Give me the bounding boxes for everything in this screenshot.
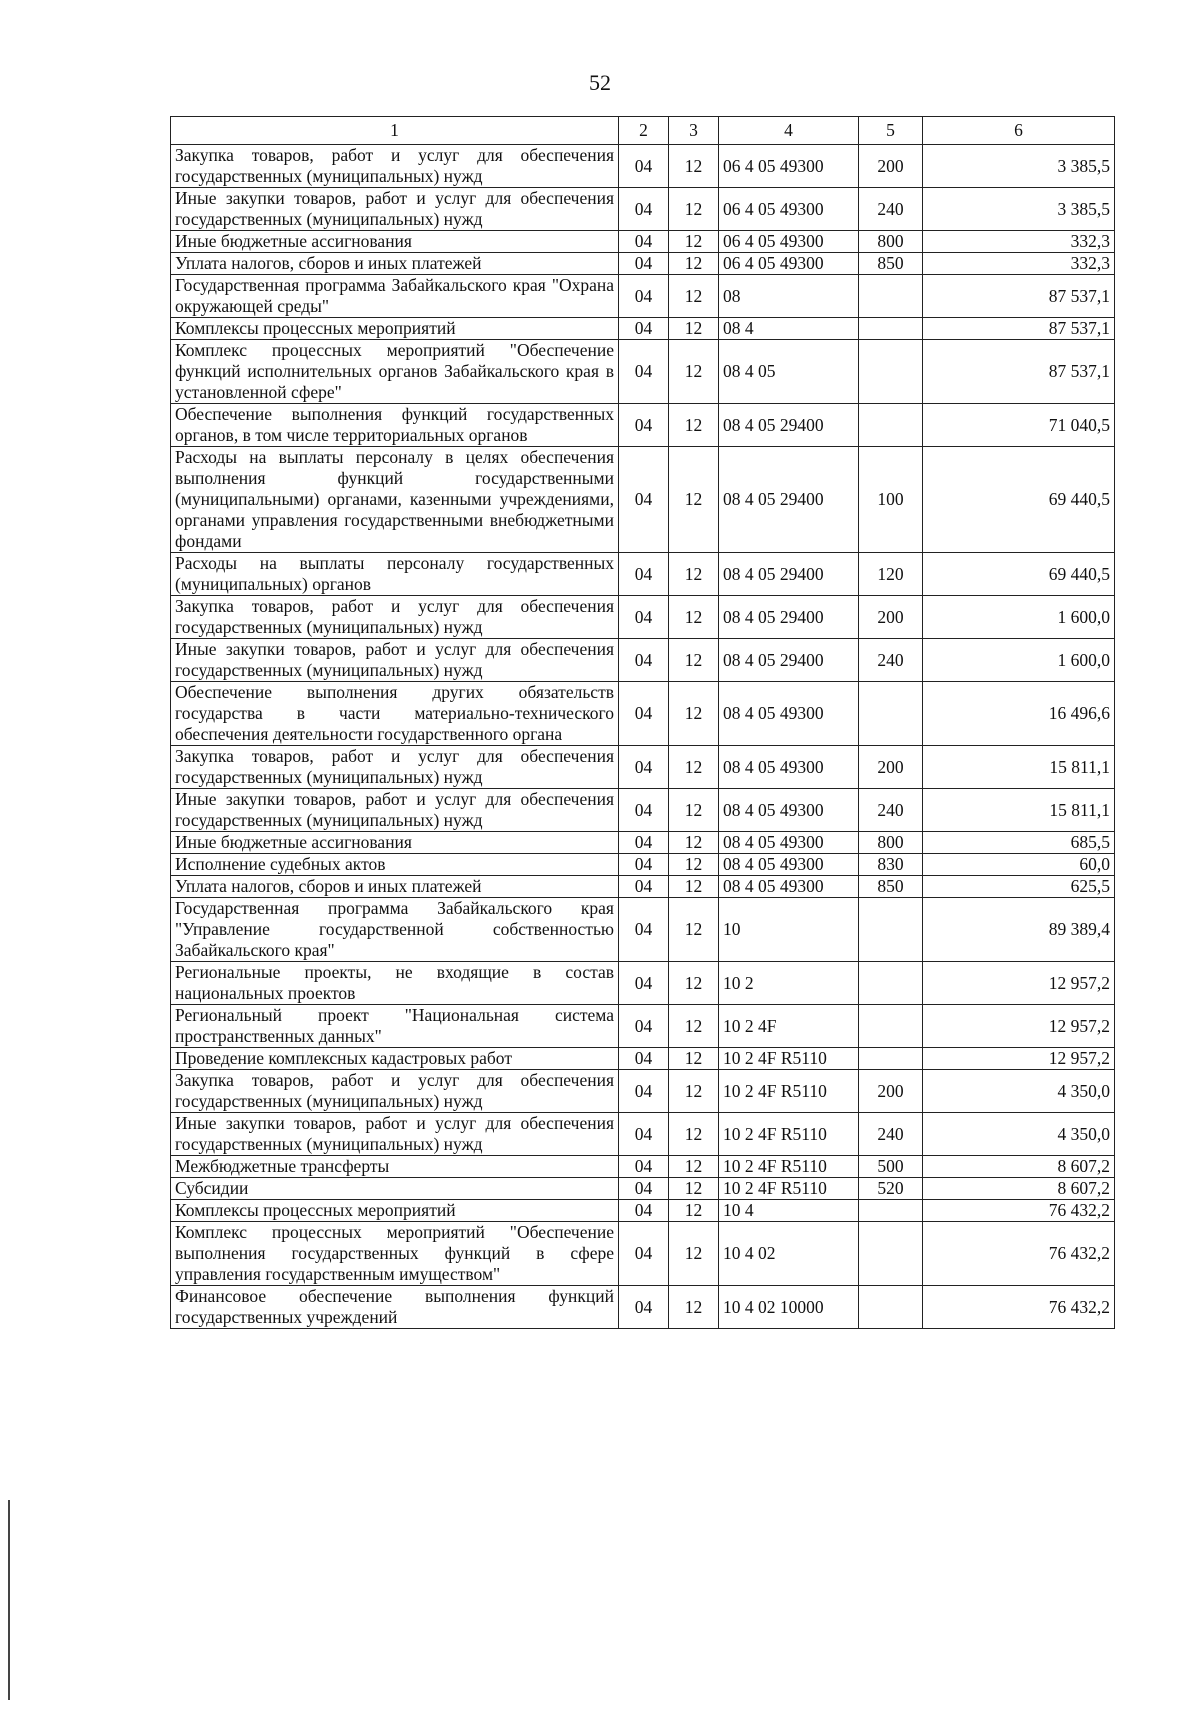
row-name-cell: Комплекс процессных мероприятий "Обеспечение выполнения государственных функций в сфере управления государственным имуществом" <box>171 1222 619 1286</box>
row-section-cell: 04 <box>619 1113 669 1156</box>
header-col-1: 1 <box>171 117 619 145</box>
row-name-cell: Межбюджетные трансферты <box>171 1156 619 1178</box>
row-target-article-cell: 10 4 02 <box>719 1222 859 1286</box>
row-target-article-cell: 08 <box>719 275 859 318</box>
row-amount-cell: 4 350,0 <box>923 1113 1115 1156</box>
row-section-cell: 04 <box>619 1286 669 1329</box>
table-row <box>171 1200 1115 1222</box>
row-target-article-cell: 10 2 4F R5110 <box>719 1156 859 1178</box>
row-section-cell: 04 <box>619 596 669 639</box>
row-expense-type-cell: 200 <box>859 145 923 188</box>
row-section-cell: 04 <box>619 447 669 553</box>
row-subsection-cell: 12 <box>669 1286 719 1329</box>
table-row <box>171 275 1115 318</box>
row-target-article-cell: 10 4 02 10000 <box>719 1286 859 1329</box>
row-name-cell: Иные закупки товаров, работ и услуг для обеспечения государственных (муниципальных) нужд <box>171 789 619 832</box>
table-row <box>171 746 1115 789</box>
row-name-cell: Государственная программа Забайкальского края "Охрана окружающей среды" <box>171 275 619 318</box>
row-target-article-cell: 06 4 05 49300 <box>719 188 859 231</box>
budget-table <box>170 116 1115 1329</box>
row-expense-type-cell <box>859 340 923 404</box>
row-expense-type-cell: 100 <box>859 447 923 553</box>
row-expense-type-cell <box>859 1286 923 1329</box>
row-name-cell: Иные закупки товаров, работ и услуг для обеспечения государственных (муниципальных) нужд <box>171 639 619 682</box>
row-section-cell: 04 <box>619 1222 669 1286</box>
row-target-article-cell: 08 4 05 29400 <box>719 639 859 682</box>
row-name-cell: Комплексы процессных мероприятий <box>171 1200 619 1222</box>
table-row <box>171 1005 1115 1048</box>
table-row <box>171 639 1115 682</box>
row-subsection-cell: 12 <box>669 447 719 553</box>
row-section-cell: 04 <box>619 854 669 876</box>
table-row <box>171 596 1115 639</box>
row-target-article-cell: 08 4 05 29400 <box>719 553 859 596</box>
row-name-cell: Исполнение судебных актов <box>171 854 619 876</box>
row-amount-cell: 12 957,2 <box>923 962 1115 1005</box>
row-name-cell: Закупка товаров, работ и услуг для обеспечения государственных (муниципальных) нужд <box>171 1070 619 1113</box>
row-subsection-cell: 12 <box>669 1200 719 1222</box>
row-amount-cell: 332,3 <box>923 231 1115 253</box>
table-row <box>171 447 1115 553</box>
row-amount-cell: 76 432,2 <box>923 1222 1115 1286</box>
table-row <box>171 789 1115 832</box>
row-target-article-cell: 08 4 05 49300 <box>719 746 859 789</box>
row-section-cell: 04 <box>619 898 669 962</box>
table-row <box>171 553 1115 596</box>
row-expense-type-cell <box>859 1200 923 1222</box>
row-amount-cell: 87 537,1 <box>923 318 1115 340</box>
row-subsection-cell: 12 <box>669 596 719 639</box>
row-subsection-cell: 12 <box>669 876 719 898</box>
row-subsection-cell: 12 <box>669 1178 719 1200</box>
row-subsection-cell: 12 <box>669 145 719 188</box>
row-target-article-cell: 10 <box>719 898 859 962</box>
row-subsection-cell: 12 <box>669 1113 719 1156</box>
row-expense-type-cell: 500 <box>859 1156 923 1178</box>
row-section-cell: 04 <box>619 682 669 746</box>
row-name-cell: Региональные проекты, не входящие в состав национальных проектов <box>171 962 619 1005</box>
row-name-cell: Финансовое обеспечение выполнения функций государственных учреждений <box>171 1286 619 1329</box>
row-name-cell: Уплата налогов, сборов и иных платежей <box>171 253 619 275</box>
row-amount-cell: 685,5 <box>923 832 1115 854</box>
row-section-cell: 04 <box>619 275 669 318</box>
row-name-cell: Проведение комплексных кадастровых работ <box>171 1048 619 1070</box>
header-col-6: 6 <box>923 117 1115 145</box>
row-expense-type-cell <box>859 275 923 318</box>
header-col-2: 2 <box>619 117 669 145</box>
row-section-cell: 04 <box>619 746 669 789</box>
row-target-article-cell: 10 2 4F R5110 <box>719 1178 859 1200</box>
row-expense-type-cell: 240 <box>859 188 923 231</box>
row-name-cell: Обеспечение выполнения других обязательств государства в части материально-технического обеспечения деятельности государственного органа <box>171 682 619 746</box>
row-section-cell: 04 <box>619 253 669 275</box>
row-amount-cell: 4 350,0 <box>923 1070 1115 1113</box>
row-name-cell: Комплексы процессных мероприятий <box>171 318 619 340</box>
row-section-cell: 04 <box>619 404 669 447</box>
row-target-article-cell: 08 4 05 49300 <box>719 854 859 876</box>
row-amount-cell: 89 389,4 <box>923 898 1115 962</box>
table-row <box>171 145 1115 188</box>
row-amount-cell: 12 957,2 <box>923 1005 1115 1048</box>
row-amount-cell: 332,3 <box>923 253 1115 275</box>
table-row <box>171 231 1115 253</box>
row-target-article-cell: 08 4 <box>719 318 859 340</box>
header-col-4: 4 <box>719 117 859 145</box>
row-target-article-cell: 06 4 05 49300 <box>719 231 859 253</box>
row-subsection-cell: 12 <box>669 188 719 231</box>
row-name-cell: Обеспечение выполнения функций государственных органов, в том числе территориальных органов <box>171 404 619 447</box>
row-target-article-cell: 08 4 05 49300 <box>719 789 859 832</box>
row-expense-type-cell <box>859 404 923 447</box>
row-amount-cell: 15 811,1 <box>923 746 1115 789</box>
row-name-cell: Иные бюджетные ассигнования <box>171 832 619 854</box>
row-section-cell: 04 <box>619 318 669 340</box>
row-amount-cell: 76 432,2 <box>923 1286 1115 1329</box>
row-section-cell: 04 <box>619 231 669 253</box>
table-row <box>171 1222 1115 1286</box>
row-expense-type-cell <box>859 898 923 962</box>
row-section-cell: 04 <box>619 145 669 188</box>
table-row <box>171 962 1115 1005</box>
row-subsection-cell: 12 <box>669 746 719 789</box>
row-target-article-cell: 08 4 05 49300 <box>719 682 859 746</box>
row-section-cell: 04 <box>619 1005 669 1048</box>
row-name-cell: Уплата налогов, сборов и иных платежей <box>171 876 619 898</box>
row-expense-type-cell: 240 <box>859 639 923 682</box>
row-amount-cell: 76 432,2 <box>923 1200 1115 1222</box>
row-subsection-cell: 12 <box>669 404 719 447</box>
table-row <box>171 898 1115 962</box>
table-row <box>171 404 1115 447</box>
row-amount-cell: 71 040,5 <box>923 404 1115 447</box>
row-expense-type-cell: 200 <box>859 1070 923 1113</box>
row-target-article-cell: 10 2 4F <box>719 1005 859 1048</box>
row-amount-cell: 69 440,5 <box>923 553 1115 596</box>
row-subsection-cell: 12 <box>669 275 719 318</box>
row-amount-cell: 8 607,2 <box>923 1156 1115 1178</box>
row-expense-type-cell <box>859 1005 923 1048</box>
row-amount-cell: 69 440,5 <box>923 447 1115 553</box>
row-subsection-cell: 12 <box>669 898 719 962</box>
header-col-3: 3 <box>669 117 719 145</box>
row-section-cell: 04 <box>619 553 669 596</box>
table-row <box>171 318 1115 340</box>
row-name-cell: Расходы на выплаты персоналу в целях обеспечения выполнения функций государственными (муниципальными) органами, казенными учреждениями, органами управления государственными внебюджетными фондами <box>171 447 619 553</box>
row-section-cell: 04 <box>619 1200 669 1222</box>
row-expense-type-cell <box>859 1222 923 1286</box>
row-section-cell: 04 <box>619 1178 669 1200</box>
row-expense-type-cell: 850 <box>859 876 923 898</box>
table-row <box>171 832 1115 854</box>
row-subsection-cell: 12 <box>669 639 719 682</box>
row-section-cell: 04 <box>619 832 669 854</box>
row-target-article-cell: 10 2 <box>719 962 859 1005</box>
table-row <box>171 1048 1115 1070</box>
table-row <box>171 1178 1115 1200</box>
table-row <box>171 854 1115 876</box>
row-section-cell: 04 <box>619 188 669 231</box>
row-expense-type-cell: 830 <box>859 854 923 876</box>
header-col-5: 5 <box>859 117 923 145</box>
row-target-article-cell: 06 4 05 49300 <box>719 253 859 275</box>
row-name-cell: Закупка товаров, работ и услуг для обеспечения государственных (муниципальных) нужд <box>171 145 619 188</box>
row-amount-cell: 3 385,5 <box>923 145 1115 188</box>
row-amount-cell: 16 496,6 <box>923 682 1115 746</box>
row-name-cell: Субсидии <box>171 1178 619 1200</box>
row-subsection-cell: 12 <box>669 1070 719 1113</box>
row-expense-type-cell: 520 <box>859 1178 923 1200</box>
row-subsection-cell: 12 <box>669 854 719 876</box>
row-subsection-cell: 12 <box>669 318 719 340</box>
row-subsection-cell: 12 <box>669 1005 719 1048</box>
row-amount-cell: 1 600,0 <box>923 639 1115 682</box>
row-section-cell: 04 <box>619 639 669 682</box>
row-section-cell: 04 <box>619 962 669 1005</box>
row-name-cell: Государственная программа Забайкальского края "Управление государственной собственностью Забайкальского края" <box>171 898 619 962</box>
row-target-article-cell: 06 4 05 49300 <box>719 145 859 188</box>
row-subsection-cell: 12 <box>669 962 719 1005</box>
row-section-cell: 04 <box>619 340 669 404</box>
row-expense-type-cell <box>859 1048 923 1070</box>
table-row <box>171 1113 1115 1156</box>
row-expense-type-cell: 850 <box>859 253 923 275</box>
row-amount-cell: 60,0 <box>923 854 1115 876</box>
table-row <box>171 253 1115 275</box>
table-row <box>171 340 1115 404</box>
row-target-article-cell: 10 2 4F R5110 <box>719 1113 859 1156</box>
table-row <box>171 682 1115 746</box>
table-row <box>171 876 1115 898</box>
row-subsection-cell: 12 <box>669 553 719 596</box>
row-target-article-cell: 08 4 05 29400 <box>719 447 859 553</box>
table-row <box>171 1070 1115 1113</box>
row-expense-type-cell: 120 <box>859 553 923 596</box>
row-expense-type-cell: 200 <box>859 746 923 789</box>
row-name-cell: Закупка товаров, работ и услуг для обеспечения государственных (муниципальных) нужд <box>171 746 619 789</box>
row-name-cell: Региональный проект "Национальная система пространственных данных" <box>171 1005 619 1048</box>
row-target-article-cell: 10 2 4F R5110 <box>719 1048 859 1070</box>
table-row <box>171 1286 1115 1329</box>
row-expense-type-cell <box>859 962 923 1005</box>
row-section-cell: 04 <box>619 789 669 832</box>
scan-margin-line <box>8 1500 10 1700</box>
row-target-article-cell: 10 2 4F R5110 <box>719 1070 859 1113</box>
row-subsection-cell: 12 <box>669 253 719 275</box>
row-subsection-cell: 12 <box>669 340 719 404</box>
row-target-article-cell: 08 4 05 49300 <box>719 876 859 898</box>
row-amount-cell: 1 600,0 <box>923 596 1115 639</box>
row-expense-type-cell: 240 <box>859 1113 923 1156</box>
row-expense-type-cell: 800 <box>859 231 923 253</box>
row-amount-cell: 87 537,1 <box>923 275 1115 318</box>
row-target-article-cell: 10 4 <box>719 1200 859 1222</box>
table-row <box>171 188 1115 231</box>
row-name-cell: Расходы на выплаты персоналу государственных (муниципальных) органов <box>171 553 619 596</box>
row-target-article-cell: 08 4 05 <box>719 340 859 404</box>
row-subsection-cell: 12 <box>669 832 719 854</box>
row-subsection-cell: 12 <box>669 789 719 832</box>
row-name-cell: Иные закупки товаров, работ и услуг для обеспечения государственных (муниципальных) нужд <box>171 1113 619 1156</box>
row-section-cell: 04 <box>619 1070 669 1113</box>
row-section-cell: 04 <box>619 876 669 898</box>
row-amount-cell: 87 537,1 <box>923 340 1115 404</box>
row-name-cell: Иные бюджетные ассигнования <box>171 231 619 253</box>
page-number: 52 <box>589 70 611 95</box>
row-amount-cell: 12 957,2 <box>923 1048 1115 1070</box>
row-name-cell: Иные закупки товаров, работ и услуг для обеспечения государственных (муниципальных) нужд <box>171 188 619 231</box>
row-name-cell: Комплекс процессных мероприятий "Обеспечение функций исполнительных органов Забайкальского края в установленной сфере" <box>171 340 619 404</box>
row-section-cell: 04 <box>619 1048 669 1070</box>
row-target-article-cell: 08 4 05 29400 <box>719 404 859 447</box>
row-expense-type-cell: 800 <box>859 832 923 854</box>
table-row <box>171 1156 1115 1178</box>
header-row <box>171 117 1115 145</box>
row-amount-cell: 15 811,1 <box>923 789 1115 832</box>
row-expense-type-cell: 200 <box>859 596 923 639</box>
row-amount-cell: 8 607,2 <box>923 1178 1115 1200</box>
row-subsection-cell: 12 <box>669 1048 719 1070</box>
row-expense-type-cell: 240 <box>859 789 923 832</box>
row-target-article-cell: 08 4 05 29400 <box>719 596 859 639</box>
row-section-cell: 04 <box>619 1156 669 1178</box>
row-name-cell: Закупка товаров, работ и услуг для обеспечения государственных (муниципальных) нужд <box>171 596 619 639</box>
row-subsection-cell: 12 <box>669 231 719 253</box>
row-subsection-cell: 12 <box>669 682 719 746</box>
row-subsection-cell: 12 <box>669 1222 719 1286</box>
row-expense-type-cell <box>859 318 923 340</box>
row-subsection-cell: 12 <box>669 1156 719 1178</box>
row-target-article-cell: 08 4 05 49300 <box>719 832 859 854</box>
row-amount-cell: 625,5 <box>923 876 1115 898</box>
row-expense-type-cell <box>859 682 923 746</box>
row-amount-cell: 3 385,5 <box>923 188 1115 231</box>
